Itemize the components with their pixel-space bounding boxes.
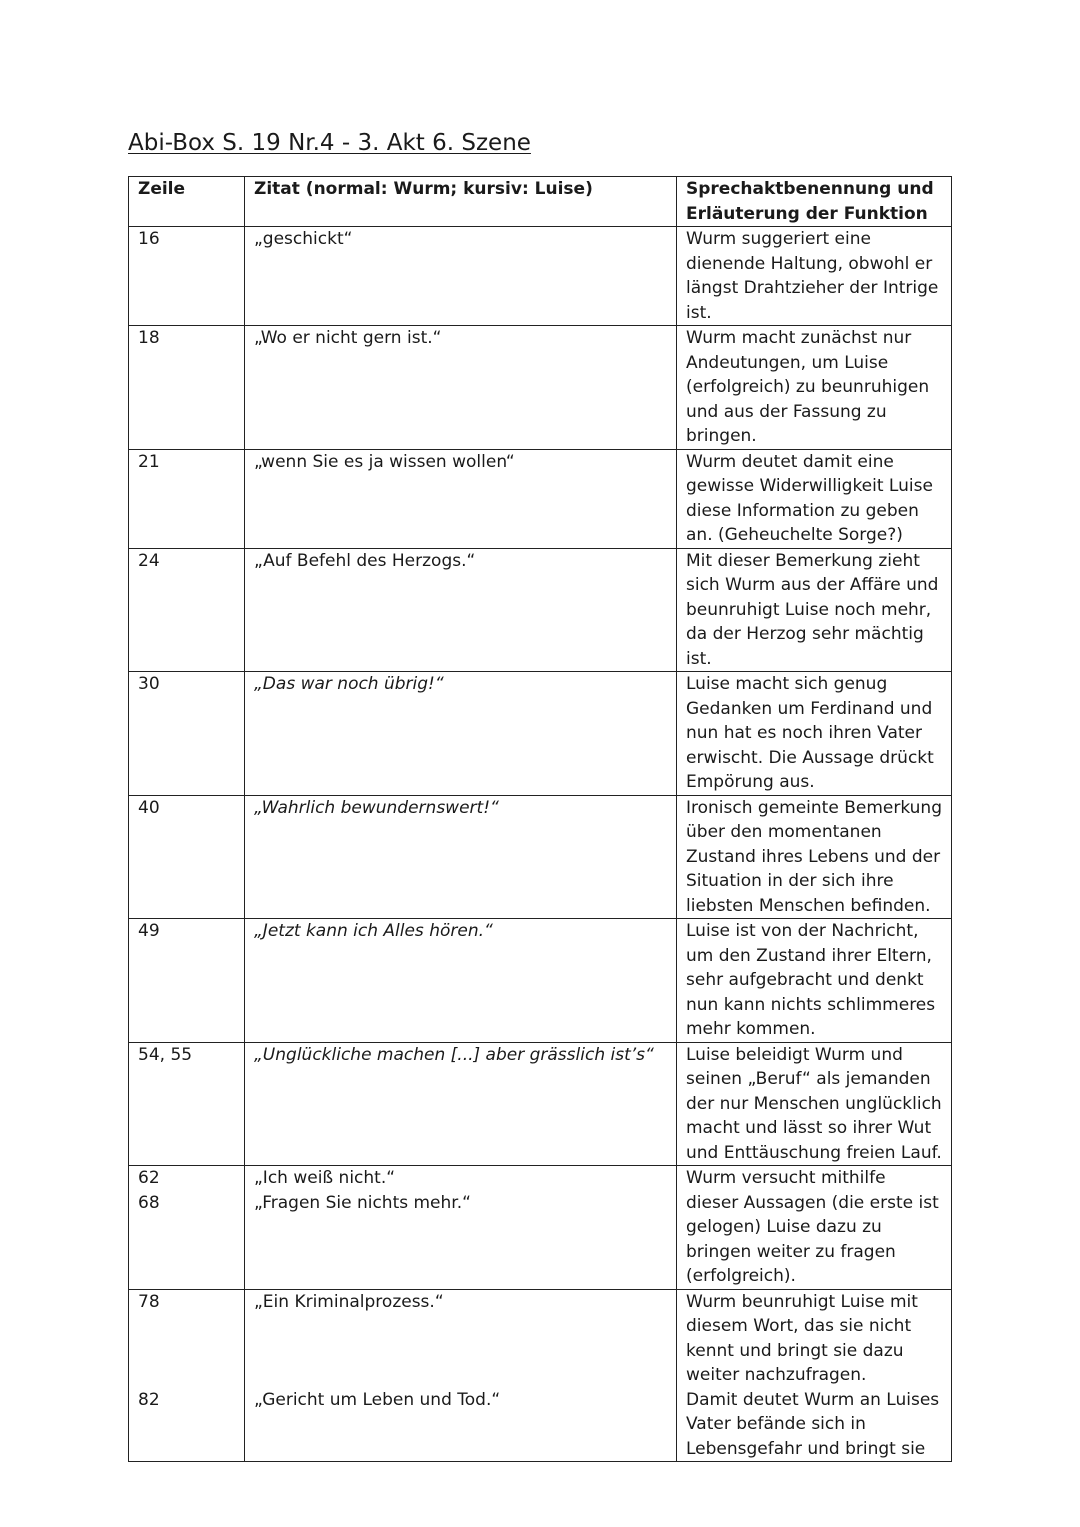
line-number: 68 (138, 1192, 160, 1213)
table-row (129, 1042, 952, 1166)
quote-text: „Fragen Sie nichts mehr.“ (254, 1192, 471, 1213)
cell-funktion: Mit dieser Bemerkung zieht sich Wurm aus der Affäre und beunruhigt Luise noch mehr, da der Herzog sehr mächtig ist. (677, 548, 952, 672)
cell-zitat (245, 1166, 677, 1290)
header-funktion: Sprechaktbenennung und Erläuterung der Funktion (677, 177, 952, 227)
table-row (129, 326, 952, 450)
line-number: 78 (138, 1291, 160, 1312)
cell-zeile: 21 (129, 449, 245, 548)
table-row (129, 1289, 952, 1462)
cell-funktion: Ironisch gemeinte Bemerkung über den momentanen Zustand ihres Lebens und der Situation in der sich ihre liebsten Menschen befinden. (677, 795, 952, 919)
cell-zitat: „wenn Sie es ja wissen wollen“ (245, 449, 677, 548)
cell-zeile: 18 (129, 326, 245, 450)
cell-zitat: „Auf Befehl des Herzogs.“ (245, 548, 677, 672)
page-title: Abi-Box S. 19 Nr.4 - 3. Akt 6. Szene (128, 130, 531, 156)
cell-zeile: 24 (129, 548, 245, 672)
cell-zeile: 40 (129, 795, 245, 919)
table-row (129, 672, 952, 796)
cell-funktion: Luise macht sich genug Gedanken um Ferdinand und nun hat es noch ihren Vater erwischt. Die Aussage drückt Empörung aus. (677, 672, 952, 796)
header-zeile: Zeile (129, 177, 245, 227)
cell-funktion: Wurm deutet damit eine gewisse Widerwilligkeit Luise diese Information zu geben an. (Geheuchelte Sorge?) (677, 449, 952, 548)
table-header-row (129, 177, 952, 227)
header-zitat: Zitat (normal: Wurm; kursiv: Luise) (245, 177, 677, 227)
cell-zeile: 16 (129, 227, 245, 326)
cell-zitat (245, 1289, 677, 1462)
cell-funktion: Wurm suggeriert eine dienende Haltung, obwohl er längst Drahtzieher der Intrige ist. (677, 227, 952, 326)
explanation-text: Wurm beunruhigt Luise mit diesem Wort, das sie nicht kennt und bringt sie dazu weiter nachzufragen. (686, 1291, 918, 1385)
cell-funktion: Wurm versucht mithilfe dieser Aussagen (die erste ist gelogen) Luise dazu zu bringen weiter zu fragen (erfolgreich). (677, 1166, 952, 1290)
quote-text: „Ich weiß nicht.“ (254, 1168, 396, 1188)
table-row (129, 795, 952, 919)
cell-funktion: Luise ist von der Nachricht, um den Zustand ihrer Eltern, sehr aufgebracht und denkt nun kann nichts schlimmeres mehr kommen. (677, 919, 952, 1043)
cell-zitat: „Wahrlich bewundernswert!“ (245, 795, 677, 919)
cell-zitat: „geschickt“ (245, 227, 677, 326)
cell-funktion (677, 1289, 952, 1462)
cell-zeile: 30 (129, 672, 245, 796)
cell-zeile: 54, 55 (129, 1042, 245, 1166)
cell-zeile (129, 1166, 245, 1290)
cell-zeile (129, 1289, 245, 1462)
table-row (129, 548, 952, 672)
cell-zitat: „Unglückliche machen [...] aber grässlich ist’s“ (245, 1042, 677, 1166)
cell-funktion: Wurm macht zunächst nur Andeutungen, um Luise (erfolgreich) zu beunruhigen und aus der Fassung zu bringen. (677, 326, 952, 450)
quote-text: „Gericht um Leben und Tod.“ (254, 1389, 501, 1410)
explanation-text: Damit deutet Wurm an Luises Vater befände sich in Lebensgefahr und bringt sie (686, 1389, 940, 1459)
table-row (129, 449, 952, 548)
line-number: 62 (138, 1168, 160, 1188)
cell-funktion: Luise beleidigt Wurm und seinen „Beruf“ als jemanden der nur Menschen unglücklich macht und lässt so ihrer Wut und Enttäuschung freien Lauf. (677, 1042, 952, 1166)
quote-analysis-table (128, 176, 952, 1462)
table-row (129, 1166, 952, 1290)
cell-zeile: 49 (129, 919, 245, 1043)
cell-zitat: „Wo er nicht gern ist.“ (245, 326, 677, 450)
table-row (129, 227, 952, 326)
cell-zitat: „Jetzt kann ich Alles hören.“ (245, 919, 677, 1043)
table-row (129, 919, 952, 1043)
quote-text: „Ein Kriminalprozess.“ (254, 1291, 444, 1312)
line-number: 82 (138, 1389, 160, 1410)
cell-zitat: „Das war noch übrig!“ (245, 672, 677, 796)
